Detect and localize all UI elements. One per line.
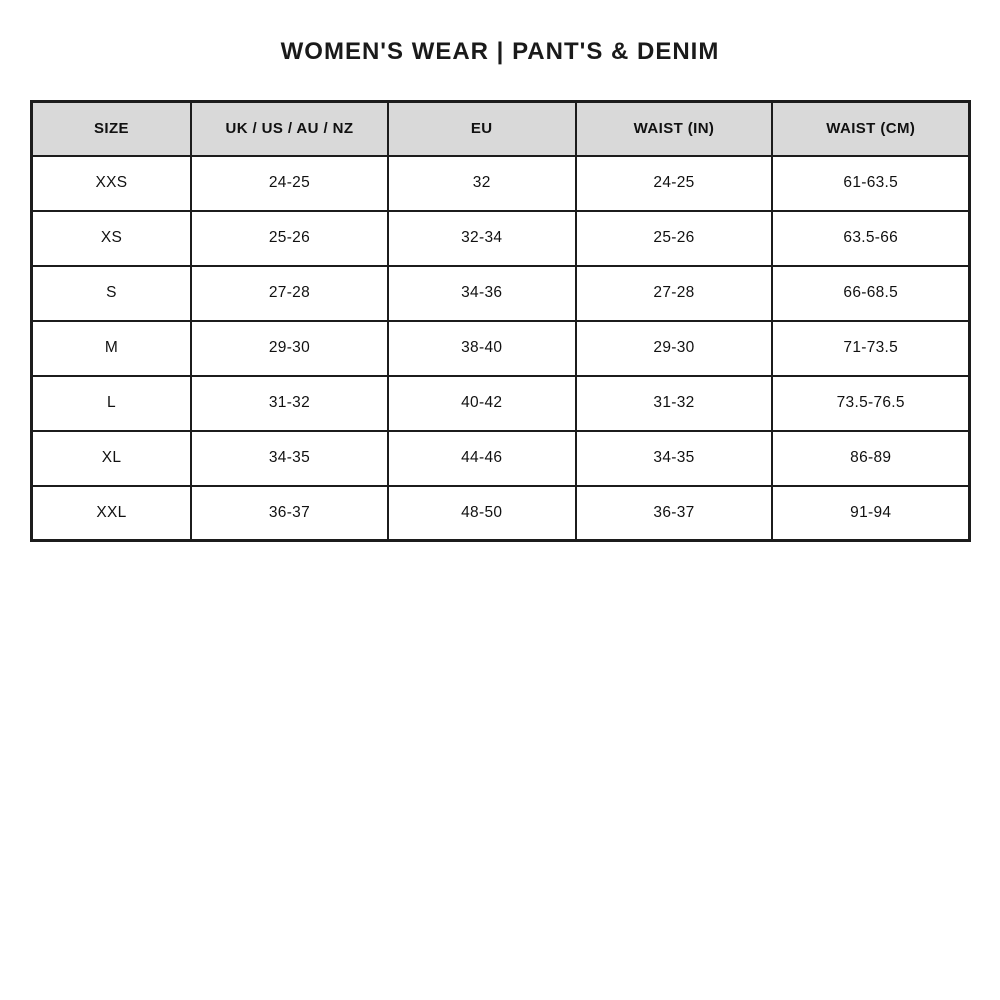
table-cell: 36-37 [576, 486, 773, 541]
page-title: WOMEN'S WEAR | PANT'S & DENIM [280, 38, 720, 65]
table-cell: 24-25 [576, 156, 773, 211]
table-row [32, 321, 970, 376]
table-cell: 24-25 [191, 156, 388, 211]
table-row [32, 211, 970, 266]
table-cell: 73.5-76.5 [772, 376, 969, 431]
table-row [32, 486, 970, 541]
table-cell: 25-26 [576, 211, 773, 266]
column-header: EU [388, 102, 576, 156]
table-cell: 91-94 [772, 486, 969, 541]
table-cell: 71-73.5 [772, 321, 969, 376]
table-cell: 31-32 [191, 376, 388, 431]
table-cell: 29-30 [191, 321, 388, 376]
table-body [32, 156, 970, 541]
column-header: WAIST (CM) [772, 102, 969, 156]
table-cell: 40-42 [388, 376, 576, 431]
table-cell: XL [32, 431, 191, 486]
column-header: SIZE [32, 102, 191, 156]
table-cell: 32 [388, 156, 576, 211]
table-cell: 32-34 [388, 211, 576, 266]
table-cell: L [32, 376, 191, 431]
table-cell: S [32, 266, 191, 321]
table-cell: 25-26 [191, 211, 388, 266]
table-row [32, 431, 970, 486]
table-cell: 27-28 [576, 266, 773, 321]
table-cell: 31-32 [576, 376, 773, 431]
table-cell: 86-89 [772, 431, 969, 486]
table-cell: 34-35 [191, 431, 388, 486]
table-cell: 44-46 [388, 431, 576, 486]
table-cell: M [32, 321, 191, 376]
table-row [32, 266, 970, 321]
table-cell: 27-28 [191, 266, 388, 321]
table-cell: 66-68.5 [772, 266, 969, 321]
table-cell: 38-40 [388, 321, 576, 376]
size-table [30, 100, 971, 542]
column-header: WAIST (IN) [576, 102, 773, 156]
table-row [32, 156, 970, 211]
column-header: UK / US / AU / NZ [191, 102, 388, 156]
table-cell: 61-63.5 [772, 156, 969, 211]
table-cell: XXL [32, 486, 191, 541]
table-cell: XXS [32, 156, 191, 211]
table-cell: 34-35 [576, 431, 773, 486]
table-cell: 29-30 [576, 321, 773, 376]
table-header-row [32, 102, 970, 156]
table-cell: XS [32, 211, 191, 266]
table-cell: 36-37 [191, 486, 388, 541]
table-cell: 34-36 [388, 266, 576, 321]
table-cell: 63.5-66 [772, 211, 969, 266]
size-table-container [30, 100, 971, 542]
table-row [32, 376, 970, 431]
table-cell: 48-50 [388, 486, 576, 541]
